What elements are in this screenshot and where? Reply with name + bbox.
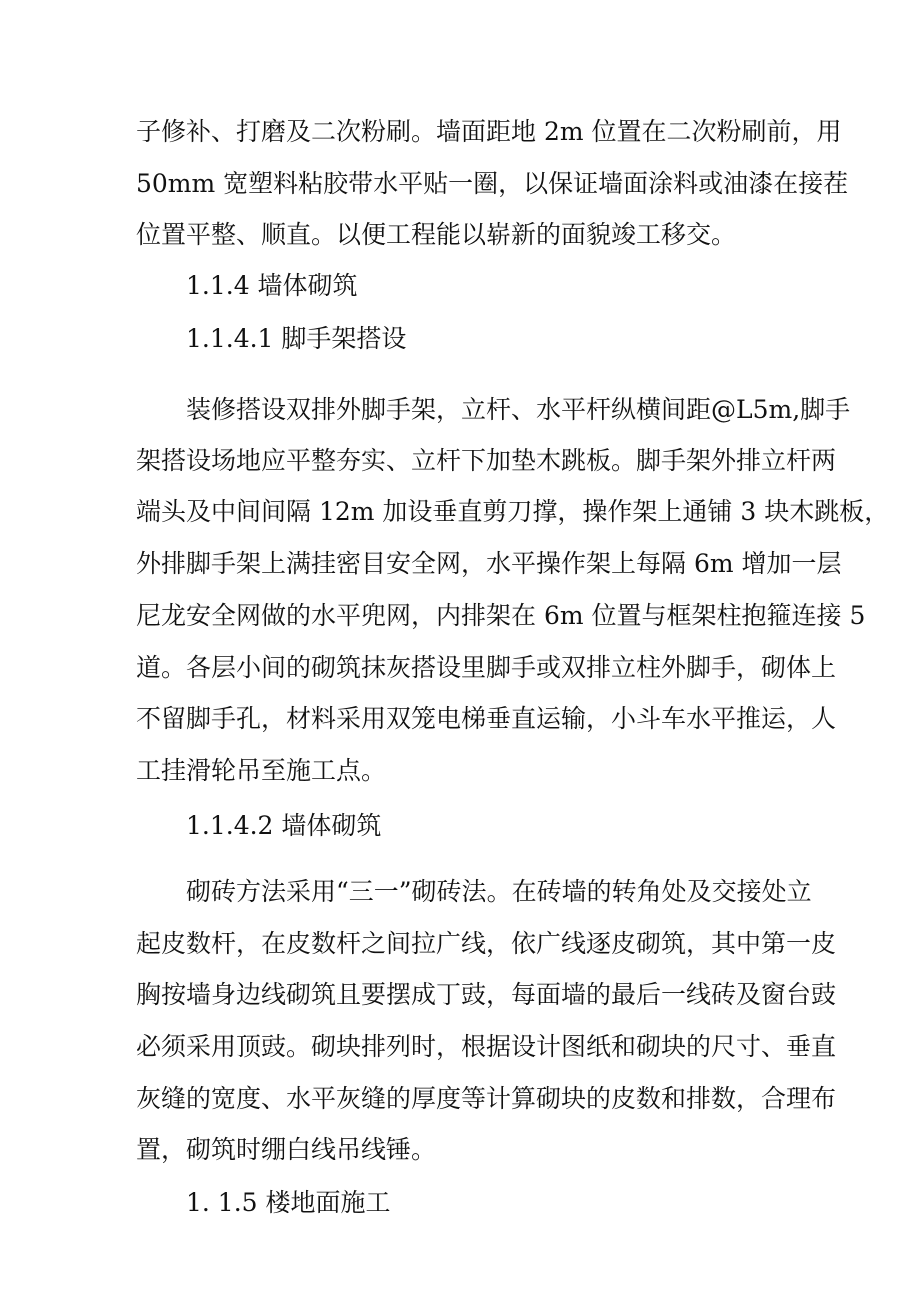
section-heading-1-1-4: 1.1.4 墙体砌筑 — [186, 271, 358, 300]
paragraph-2-line-4: 外排脚手架上满挂密目安全网，水平操作架上每隔 6m 增加一层 — [136, 549, 842, 578]
paragraph-1-line-2: 50mm 宽塑料粘胶带水平贴一圈，以保证墙面涂料或油漆在接茬 — [136, 169, 849, 198]
section-heading-1-1-5: 1. 1.5 楼地面施工 — [186, 1188, 391, 1217]
paragraph-2-line-3: 端头及中间间隔 12m 加设垂直剪刀撑，操作架上通铺 3 块木跳板， — [136, 497, 890, 526]
section-heading-1-1-4-1: 1.1.4.1 脚手架搭设 — [186, 324, 407, 353]
paragraph-2-line-1: 装修搭设双排外脚手架，立杆、水平杆纵横间距@L5m,脚手 — [186, 395, 851, 424]
paragraph-3-line-4: 必须采用顶豉。砌块排列时，根据设计图纸和砌块的尺寸、垂直 — [136, 1032, 837, 1061]
paragraph-3-line-1: 砌砖方法采用“三一”砌砖法。在砖墙的转角处及交接处立 — [186, 877, 812, 906]
paragraph-3-line-6: 置，砌筑时绷白线吊线锤。 — [136, 1135, 437, 1164]
paragraph-2-line-6: 道。各层小间的砌筑抹灰搭设里脚手或双排立柱外脚手，砌体上 — [136, 653, 837, 682]
paragraph-3-line-3: 胸按墙身边线砌筑且要摆成丁豉，每面墙的最后一线砖及窗台豉 — [136, 980, 837, 1009]
paragraph-2-line-5: 尼龙安全网做的水平兜网，内排架在 6m 位置与框架柱抱箍连接 5 — [136, 601, 866, 630]
paragraph-2-line-2: 架搭设场地应平整夯实、立杆下加垫木跳板。脚手架外排立杆两 — [136, 446, 837, 475]
section-heading-1-1-4-2: 1.1.4.2 墙体砌筑 — [186, 811, 382, 840]
paragraph-3-line-2: 起皮数杆，在皮数杆之间拉广线，依广线逐皮砌筑，其中第一皮 — [136, 929, 837, 958]
paragraph-1-line-3: 位置平整、顺直。以便工程能以崭新的面貌竣工移交。 — [136, 220, 737, 249]
paragraph-1-line-1: 子修补、打磨及二次粉刷。墙面距地 2m 位置在二次粉刷前，用 — [136, 117, 842, 146]
paragraph-2-line-7: 不留脚手孔，材料采用双笼电梯垂直运输，小斗车水平推运，人 — [136, 704, 837, 733]
paragraph-2-line-8: 工挂滑轮吊至施工点。 — [136, 756, 387, 785]
paragraph-3-line-5: 灰缝的宽度、水平灰缝的厚度等计算砌块的皮数和排数，合理布 — [136, 1084, 837, 1113]
